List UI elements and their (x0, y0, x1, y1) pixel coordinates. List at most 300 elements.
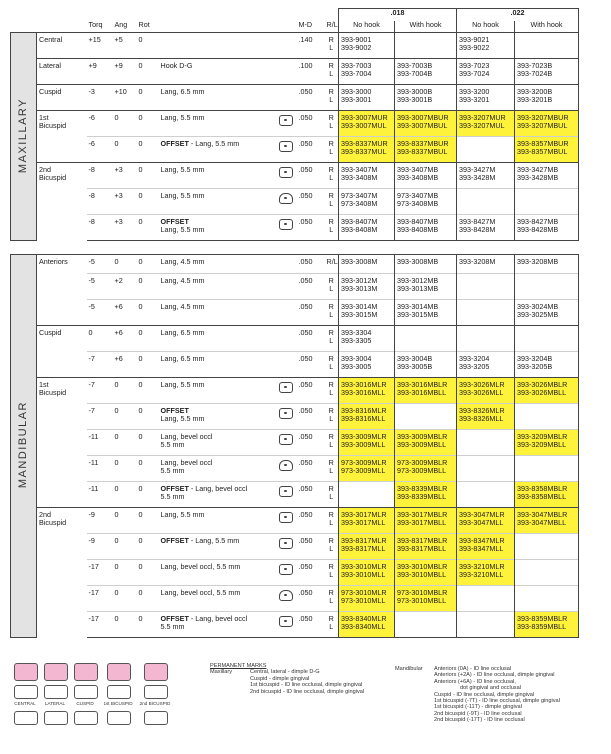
max-section-label: MAXILLARY (17, 97, 30, 173)
torque-value: +15 (87, 33, 113, 59)
rl-value: R/L (325, 255, 339, 274)
with-hook-022-part (515, 534, 579, 560)
pad-icon (279, 512, 293, 523)
torque-value: -5 (87, 255, 113, 274)
rl-value: R L (325, 111, 339, 137)
tooth-diagram (12, 661, 188, 749)
angulation-value: 0 (113, 534, 137, 560)
tooth-icon (144, 685, 168, 699)
with-hook-018-part: 393-3000B 393-3001B (395, 85, 457, 111)
rotation-value: 0 (137, 456, 159, 482)
man-section-label: MANDIBULAR (17, 401, 30, 489)
tooth-icon (14, 711, 38, 725)
torque-value: -11 (87, 430, 113, 456)
description-value: Lang, bevel occl, 5.5 mm (159, 560, 277, 586)
rl-value: R L (325, 404, 339, 430)
angulation-value: 0 (113, 111, 137, 137)
with-hook-018-part: 393-3010MBLR 393-3010MBLL (395, 560, 457, 586)
with-hook-022-part (515, 586, 579, 612)
tooth-label: CENTRAL (14, 701, 36, 706)
with-hook-022-part (515, 189, 579, 215)
description-value: Lang, 6.5 mm (159, 352, 277, 378)
tooth-icon (74, 685, 98, 699)
description-value: Lang, bevel occl 5.5 mm (159, 456, 277, 482)
mandibular-mark-line: Anteriors (+6A) - ID line occlusal, (434, 678, 516, 685)
table-row (11, 612, 579, 638)
with-hook-018-part: 393-3004B 393-3005B (395, 352, 457, 378)
row-group-label: Cuspid (37, 326, 87, 378)
tooth-icon (44, 711, 68, 725)
with-hook-018-part: 393-3407MB 393-3408MB (395, 163, 457, 189)
rotation-value: 0 (137, 482, 159, 508)
with-hook-022-part: 393-3209MBLR 393-3209MBLL (515, 430, 579, 456)
with-hook-018-part: 393-8337MBUR 393-8337MBUL (395, 137, 457, 163)
with-hook-022-part (515, 326, 579, 352)
rl-value: R L (325, 85, 339, 111)
pad-icon (279, 408, 293, 419)
description-value: Lang, 5.5 mm (159, 163, 277, 189)
no-hook-022-part: 393-3427M 393-3428M (457, 163, 515, 189)
table-row (11, 482, 579, 508)
with-hook-022-part: 393-3204B 393-3205B (515, 352, 579, 378)
no-hook-018-part: 973-3010MLR 973-3010MLL (339, 586, 395, 612)
rl-value: R L (325, 612, 339, 638)
no-hook-022-part (457, 300, 515, 326)
with-hook-022-part (515, 274, 579, 300)
tooth-icon (74, 663, 98, 681)
table-row (11, 189, 579, 215)
description-value (159, 612, 277, 638)
md-value: .050 (297, 85, 325, 111)
rotation-value: 0 (137, 508, 159, 534)
description-value: Hook D-G (159, 59, 277, 85)
row-group-label: 2nd Bicuspid (37, 508, 87, 638)
no-hook-022-part (457, 274, 515, 300)
rotation-value: 0 (137, 612, 159, 638)
rl-value: R L (325, 456, 339, 482)
no-hook-022-part: 393-8326MLR 393-8326MLL (457, 404, 515, 430)
tooth-icon (44, 663, 68, 681)
with-hook-018-part: 393-3008MB (395, 255, 457, 274)
tooth-icon (107, 685, 131, 699)
no-hook-018-part: 393-3008M (339, 255, 395, 274)
md-value: .050 (297, 586, 325, 612)
rotation-value: 0 (137, 189, 159, 215)
no-hook-018-part: 393-8407M 393-8408M (339, 215, 395, 241)
pad-icon (279, 382, 293, 393)
mandibular-mark-line: 2nd bicuspid (-9T) - ID line occlusal (434, 710, 522, 717)
pad-icon (279, 141, 293, 152)
maxillary-marks-list (250, 669, 364, 695)
icon-cell (277, 560, 297, 586)
angulation-value: 0 (113, 456, 137, 482)
no-hook-018-part: 393-3000 393-3001 (339, 85, 395, 111)
maxillary-label: Maxillary (210, 669, 233, 676)
icon-cell (277, 300, 297, 326)
table-row (11, 430, 579, 456)
table-row (11, 300, 579, 326)
rotation-value: 0 (137, 255, 159, 274)
table-row (11, 59, 579, 85)
maxillary-mark-line: 2nd bicuspid - ID line occlusal, dimple gingival (250, 688, 365, 695)
angulation-value: +6 (113, 352, 137, 378)
description-value: Lang, 5.5 mm (159, 189, 277, 215)
description-rest: Lang, 5.5 mm (160, 414, 205, 424)
table-row (11, 508, 579, 534)
icon-cell (277, 215, 297, 241)
description-value: Lang, 5.5 mm (159, 111, 277, 137)
with-hook-022-part (515, 404, 579, 430)
maxillary-mark-line: Cuspid - dimple gingival (250, 675, 310, 682)
no-hook-018-part: 973-3009MLR 973-3009MLL (339, 456, 395, 482)
rot-header: Rot (138, 21, 150, 29)
no-hook-022-part: 393-3204 393-3205 (457, 352, 515, 378)
column-header-row (11, 21, 579, 33)
with-hook-018-part (395, 33, 457, 59)
gauge-header-row (11, 9, 579, 22)
table-row (11, 33, 579, 59)
rotation-value: 0 (137, 352, 159, 378)
description-value (159, 534, 277, 560)
angulation-value: 0 (113, 404, 137, 430)
torque-value: -11 (87, 482, 113, 508)
icon-cell (277, 482, 297, 508)
description-rest: - Lang, bevel occl 5.5 mm (160, 484, 248, 502)
mandibular-mark-line: 1st bicuspid (-7T) - ID line occlusal, dimple gingival (434, 698, 560, 705)
table-row (11, 326, 579, 352)
no-hook-018-part: 393-3014M 393-3015M (339, 300, 395, 326)
with-hook-018-part: 393-7003B 393-7004B (395, 59, 457, 85)
rotation-value: 0 (137, 59, 159, 85)
no-hook-022-part: 393-7023 393-7024 (457, 59, 515, 85)
rl-header: R/L (326, 21, 338, 29)
md-value: .100 (297, 59, 325, 85)
torque-value: -17 (87, 560, 113, 586)
offset-label: OFFSET (160, 139, 189, 148)
rl-value: R L (325, 508, 339, 534)
angulation-value: 0 (113, 430, 137, 456)
no-hook-022-part: 393-8427M 393-8428M (457, 215, 515, 241)
with-hook-022-part: 393-3024MB 393-3025MB (515, 300, 579, 326)
with-hook-018-part: 393-3016MBLR 393-3016MBLL (395, 378, 457, 404)
md-value: .050 (297, 430, 325, 456)
icon-cell (277, 612, 297, 638)
description-value: Lang, 5.5 mm (159, 378, 277, 404)
permanent-marks-mandibular (395, 666, 560, 724)
tooth-icon (144, 663, 168, 681)
maxillary-mark-line: Central, lateral - dimple D-G (250, 669, 320, 676)
no-hook-018-part: 393-8337MUR 393-8337MUL (339, 137, 395, 163)
with-hook-022-part: 393-8359MBLR 393-8359MBLL (515, 612, 579, 638)
table-row (11, 274, 579, 300)
mandibular-mark-line: 2nd bicuspid (-17T) - ID line occlusal (434, 717, 525, 724)
rotation-value: 0 (137, 586, 159, 612)
icon-cell (277, 534, 297, 560)
torque-value: -9 (87, 508, 113, 534)
icon-cell (277, 404, 297, 430)
tooth-icon (14, 663, 38, 681)
angulation-value: +6 (113, 326, 137, 352)
description-value: Lang, 4.5 mm (159, 274, 277, 300)
no-hook-022-part: 393-8347MLR 393-8347MLL (457, 534, 515, 560)
ang-header: Ang (114, 21, 128, 29)
icon-cell (277, 163, 297, 189)
rotation-value: 0 (137, 326, 159, 352)
tooth-label: CUSPID (76, 701, 94, 706)
angulation-value: +3 (113, 189, 137, 215)
tooth-icon (14, 685, 38, 699)
torque-value: -11 (87, 456, 113, 482)
row-group-label: 2nd Bicuspid (37, 163, 87, 241)
table-row (11, 456, 579, 482)
pad-icon (279, 219, 293, 230)
with-hook-018-part: 973-3009MBLR 973-3009MBLL (395, 456, 457, 482)
max-section (11, 33, 37, 241)
with-hook-018-part: 393-8407MB 393-8408MB (395, 215, 457, 241)
no-hook-022-part (457, 326, 515, 352)
rl-value: R L (325, 189, 339, 215)
rotation-value: 0 (137, 404, 159, 430)
no-hook-018-part: 393-7003 393-7004 (339, 59, 395, 85)
table-row (11, 534, 579, 560)
table-row (11, 111, 579, 137)
md-header: M-D (298, 21, 313, 29)
angulation-value: +2 (113, 274, 137, 300)
md-value: .050 (297, 137, 325, 163)
torque-value: -5 (87, 300, 113, 326)
angulation-value: 0 (113, 612, 137, 638)
icon-cell (277, 85, 297, 111)
no-hook-018-part: 393-8317MLR 393-8317MLL (339, 534, 395, 560)
md-value: .050 (297, 189, 325, 215)
with-hook-018-part: 393-8317MBLR 393-8317MBLL (395, 534, 457, 560)
rl-value: R L (325, 300, 339, 326)
angulation-value: 0 (113, 378, 137, 404)
offset-label: OFFSET (160, 484, 189, 493)
angulation-value: 0 (113, 560, 137, 586)
mandibular-mark-line: Anteriors (+2A) - ID line occlusal, dimple gingival (434, 672, 555, 679)
description-value: Lang, bevel occl, 5.5 mm (159, 586, 277, 612)
curved-pad-icon (279, 193, 293, 204)
with-hook-022-part: 393-3208MB (515, 255, 579, 274)
no-hook-018-part (339, 482, 395, 508)
torque-value: -9 (87, 534, 113, 560)
table-row (11, 352, 579, 378)
no-hook-022-header: No hook (457, 21, 515, 33)
md-value: .050 (297, 508, 325, 534)
icon-cell (277, 274, 297, 300)
angulation-value: +5 (113, 33, 137, 59)
pad-icon (279, 115, 293, 126)
with-hook-018-part: 393-3017MBLR 393-3017MBLL (395, 508, 457, 534)
table-row (11, 404, 579, 430)
rotation-value: 0 (137, 111, 159, 137)
torque-value: -3 (87, 85, 113, 111)
mandibular-mark-line: dot gingival and occlusal (460, 685, 521, 692)
description-value: Lang, 4.5 mm (159, 255, 277, 274)
no-hook-018-part: 973-3407M 973-3408M (339, 189, 395, 215)
section-spacer (11, 241, 579, 255)
tooth-label: 2nd BICUSPID (139, 701, 171, 706)
pad-icon (279, 434, 293, 445)
torque-value: -7 (87, 378, 113, 404)
no-hook-022-part (457, 482, 515, 508)
tooth-label: LATERAL (44, 701, 66, 706)
rotation-value: 0 (137, 300, 159, 326)
with-hook-022-header: With hook (515, 21, 579, 33)
rl-value: R L (325, 352, 339, 378)
description-rest: - Lang, 5.5 mm (188, 139, 240, 148)
curved-pad-icon (279, 590, 293, 601)
no-hook-018-part: 393-3016MLR 393-3016MLL (339, 378, 395, 404)
pad-icon (279, 538, 293, 549)
row-group-label: Central (37, 33, 87, 59)
rotation-value: 0 (137, 85, 159, 111)
torque-value: +9 (87, 59, 113, 85)
angulation-value: +3 (113, 163, 137, 189)
md-value: .140 (297, 33, 325, 59)
table-row (11, 560, 579, 586)
icon-cell (277, 456, 297, 482)
md-value: .050 (297, 482, 325, 508)
md-value: .050 (297, 560, 325, 586)
rl-value: R L (325, 560, 339, 586)
no-hook-022-part: 393-3207MUR 393-3207MUL (457, 111, 515, 137)
offset-label: OFFSET (160, 536, 189, 545)
no-hook-018-header: No hook (339, 21, 395, 33)
pad-icon (279, 486, 293, 497)
rotation-value: 0 (137, 534, 159, 560)
table-row (11, 163, 579, 189)
angulation-value: +6 (113, 300, 137, 326)
description-value (159, 482, 277, 508)
icon-cell (277, 352, 297, 378)
with-hook-022-part (515, 33, 579, 59)
rl-value: R L (325, 137, 339, 163)
angulation-value: 0 (113, 255, 137, 274)
row-group-label: Lateral (37, 59, 87, 85)
md-value: .050 (297, 255, 325, 274)
mandibular-label: Mandibular (395, 666, 423, 672)
no-hook-018-part: 393-3007MUR 393-3007MUL (339, 111, 395, 137)
torque-value: -8 (87, 163, 113, 189)
no-hook-022-part (457, 137, 515, 163)
gauge-018-header: .018 (339, 9, 457, 22)
with-hook-018-part: 393-3014MB 393-3015MB (395, 300, 457, 326)
offset-label: OFFSET (160, 217, 189, 226)
rl-value: R L (325, 274, 339, 300)
with-hook-018-part: 393-3007MBUR 393-3007MBUL (395, 111, 457, 137)
mandibular-mark-line: 1st bicuspid (-11T) - dimple gingival (434, 704, 522, 711)
with-hook-022-part: 393-3047MBLR 393-3047MBLL (515, 508, 579, 534)
rotation-value: 0 (137, 378, 159, 404)
row-group-label: 1st Bicuspid (37, 378, 87, 508)
no-hook-022-part: 393-3200 393-3201 (457, 85, 515, 111)
with-hook-018-part: 973-3407MB 973-3408MB (395, 189, 457, 215)
rl-value: R L (325, 534, 339, 560)
md-value: .050 (297, 300, 325, 326)
torque-value: -8 (87, 189, 113, 215)
with-hook-022-part: 393-8358MBLR 393-8358MBLL (515, 482, 579, 508)
no-hook-022-part (457, 586, 515, 612)
tooth-label: 1st BICUSPID (103, 701, 133, 706)
pad-icon (279, 616, 293, 627)
table-row (11, 586, 579, 612)
icon-cell (277, 255, 297, 274)
rl-value: R L (325, 215, 339, 241)
description-value (159, 215, 277, 241)
rl-value: R L (325, 326, 339, 352)
no-hook-022-part (457, 456, 515, 482)
rl-value: R L (325, 482, 339, 508)
description-value: Lang, 4.5 mm (159, 300, 277, 326)
table-row (11, 85, 579, 111)
offset-label: OFFSET (160, 406, 189, 415)
angulation-value: 0 (113, 508, 137, 534)
md-value: .050 (297, 612, 325, 638)
torque-value: 0 (87, 326, 113, 352)
torque-value: -8 (87, 215, 113, 241)
icon-cell (277, 111, 297, 137)
with-hook-022-part (515, 560, 579, 586)
row-group-label: Cuspid (37, 85, 87, 111)
table-row (11, 378, 579, 404)
description-value: Lang, 5.5 mm (159, 508, 277, 534)
md-value: .050 (297, 215, 325, 241)
bracket-table (10, 8, 579, 638)
angulation-value: 0 (113, 482, 137, 508)
with-hook-018-part: 393-3012MB 393-3013MB (395, 274, 457, 300)
no-hook-018-part: 393-3012M 393-3013M (339, 274, 395, 300)
with-hook-022-part: 393-3427MB 393-3428MB (515, 163, 579, 189)
icon-cell (277, 137, 297, 163)
description-value (159, 404, 277, 430)
torque-value: -7 (87, 352, 113, 378)
description-value: Lang, 6.5 mm (159, 85, 277, 111)
with-hook-018-part: 393-3009MBLR 393-3009MBLL (395, 430, 457, 456)
tooth-icon (144, 711, 168, 725)
description-value: Lang, bevel occl 5.5 mm (159, 430, 277, 456)
angulation-value: 0 (113, 586, 137, 612)
with-hook-018-part: 973-3010MBLR 973-3010MBLL (395, 586, 457, 612)
mandibular-mark-line: Anteriors (0A) - ID line occlusal (434, 666, 512, 672)
no-hook-022-part (457, 430, 515, 456)
angulation-value: +9 (113, 59, 137, 85)
md-value: .050 (297, 326, 325, 352)
with-hook-022-part: 393-3200B 393-3201B (515, 85, 579, 111)
no-hook-018-part: 393-3004 393-3005 (339, 352, 395, 378)
gauge-022-header: .022 (457, 9, 579, 22)
with-hook-022-part: 393-3207MBUR 393-3207MBUL (515, 111, 579, 137)
description-rest: - Lang, 5.5 mm (188, 536, 240, 545)
table-row (11, 215, 579, 241)
torque-value: -17 (87, 612, 113, 638)
icon-cell (277, 378, 297, 404)
permanent-marks-title: PERMANENT MARKS (210, 663, 267, 669)
icon-cell (277, 430, 297, 456)
with-hook-018-header: With hook (395, 21, 457, 33)
with-hook-018-part (395, 612, 457, 638)
rotation-value: 0 (137, 33, 159, 59)
offset-label: OFFSET (160, 614, 189, 623)
maxillary-mark-line: 1st bicuspid - ID line occlusal, dimple gingival (250, 682, 363, 689)
no-hook-018-part: 393-3009MLR 393-3009MLL (339, 430, 395, 456)
no-hook-022-part (457, 612, 515, 638)
rl-value: R L (325, 33, 339, 59)
description-value (159, 33, 277, 59)
no-hook-018-part: 393-3407M 393-3408M (339, 163, 395, 189)
rl-value: R L (325, 586, 339, 612)
